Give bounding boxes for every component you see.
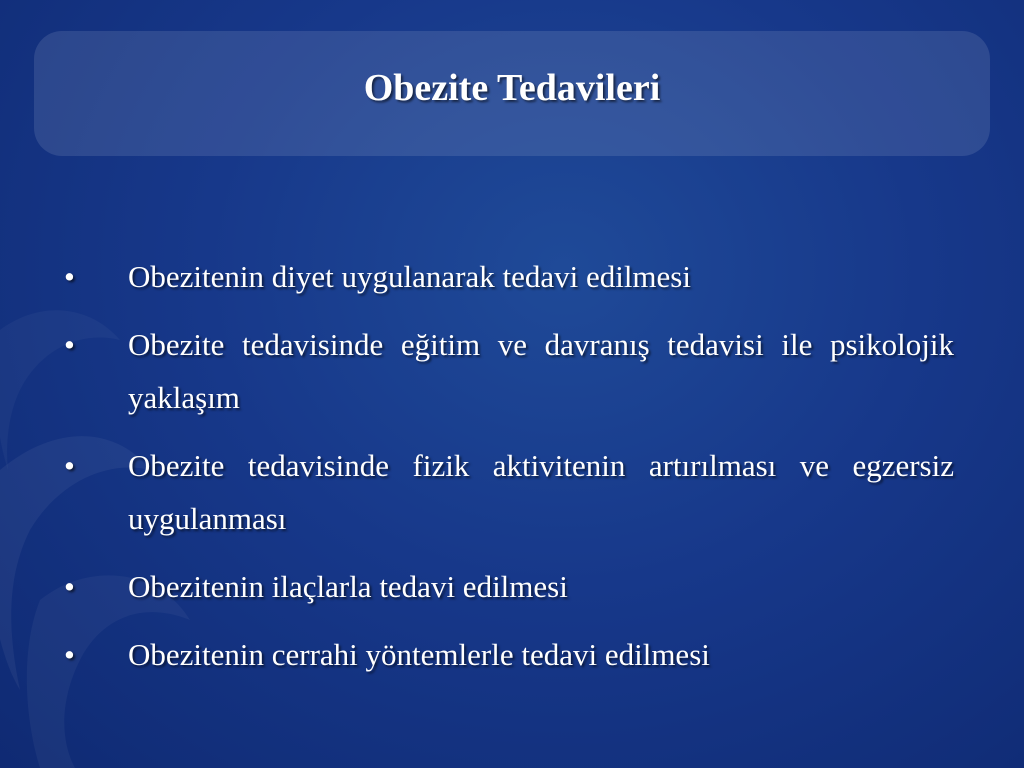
bullet-item (58, 628, 954, 681)
title-box (34, 31, 990, 156)
bullet-item (58, 250, 954, 303)
bullet-item (58, 318, 954, 424)
bullet-marker: • (64, 637, 75, 672)
bullet-item (58, 439, 954, 545)
bullet-text: Obezitenin diyet uygulanarak tedavi edilmesi (128, 259, 691, 294)
bullet-marker: • (64, 569, 75, 604)
bullet-marker: • (64, 259, 75, 294)
bullet-marker: • (64, 327, 75, 362)
bullet-text: Obezite tedavisinde fizik aktivitenin artırılması ve egzersiz uygulanması (128, 448, 954, 536)
bullet-item (58, 560, 954, 613)
bullet-list (58, 250, 954, 696)
bullet-text: Obezitenin cerrahi yöntemlerle tedavi edilmesi (128, 637, 710, 672)
bullet-text: Obezite tedavisinde eğitim ve davranış tedavisi ile psikolojik yaklaşım (128, 327, 954, 415)
bullet-text: Obezitenin ilaçlarla tedavi edilmesi (128, 569, 568, 604)
bullet-marker: • (64, 448, 75, 483)
slide-title: Obezite Tedavileri (363, 66, 661, 109)
